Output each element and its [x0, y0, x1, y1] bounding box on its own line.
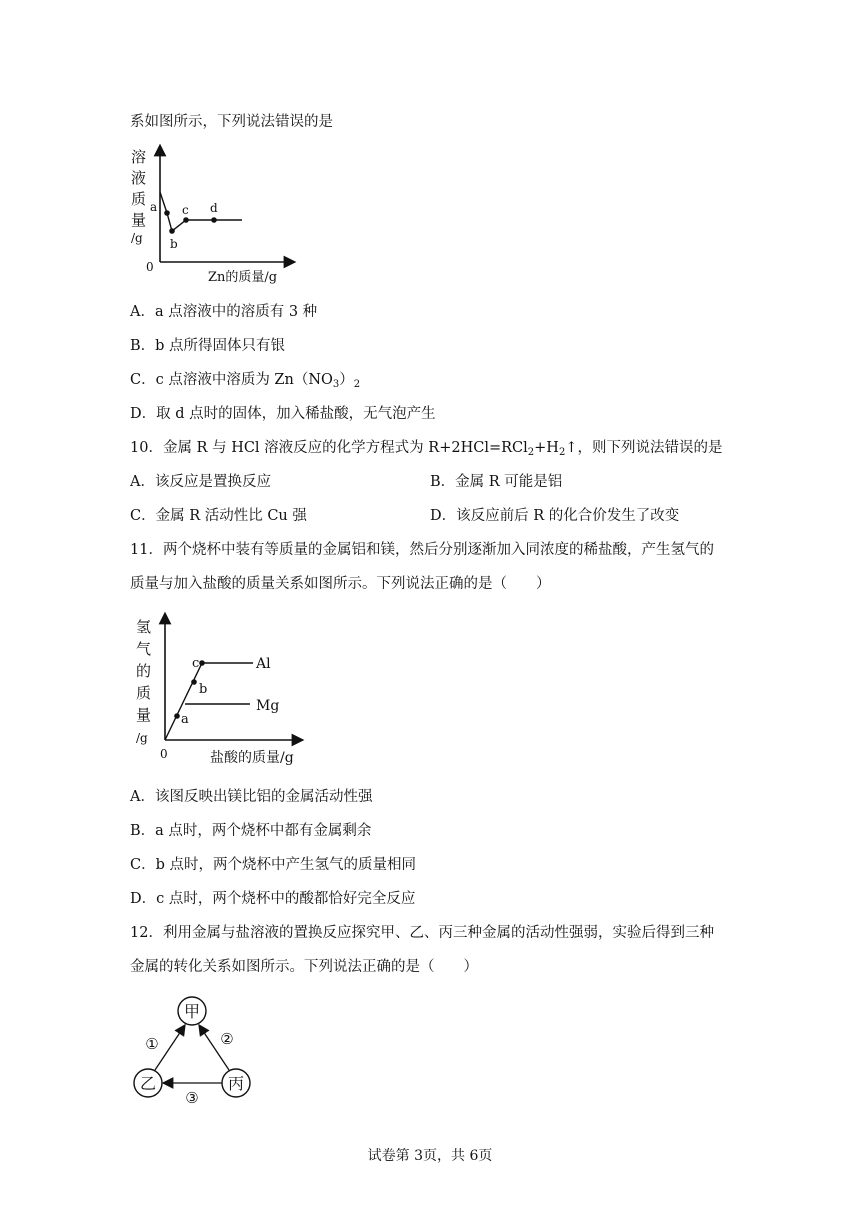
q9-option-b: B．b 点所得固体只有银 — [130, 338, 286, 354]
fig2-x-label: 盐酸的质量/g — [210, 750, 294, 766]
fig1-ylabel-char: 质 — [131, 190, 147, 208]
fig3-arrow1-label: ① — [145, 1035, 159, 1053]
q11-stem-line2: 质量与加入盐酸的质量关系如图所示。下列说法正确的是（ ） — [130, 576, 551, 592]
q10-option-c: C．金属 R 活动性比 Cu 强 — [130, 508, 307, 524]
q9-option-d: D．取 d 点时的固体，加入稀盐酸，无气泡产生 — [130, 406, 436, 422]
q12-stem-line2: 金属的转化关系如图所示。下列说法正确的是（ ） — [130, 959, 478, 975]
fig2-ylabel-char: 的 — [136, 662, 152, 680]
fig2-origin: 0 — [160, 747, 168, 761]
fig2-label-a: a — [181, 712, 189, 727]
fig1-ylabel-char: 量 — [131, 211, 147, 229]
fig3-arrow-1 — [155, 1025, 185, 1070]
fig3-arrow3-label: ③ — [185, 1089, 199, 1107]
fig2-ylabel-char: 气 — [136, 640, 152, 658]
fig2-series-mg-label: Mg — [256, 698, 280, 714]
q11-option-a: A．该图反映出镁比铝的金属活动性强 — [130, 789, 373, 805]
fig1-ylabel-unit: /g — [131, 231, 143, 245]
fig1-label-b: b — [170, 237, 178, 251]
fig1-ylabel-char: 溶 — [131, 148, 147, 166]
fig2-ylabel-char: 质 — [136, 684, 152, 702]
fig1-origin: 0 — [146, 260, 154, 274]
q11-option-b: B．a 点时，两个烧杯中都有金属剩余 — [130, 823, 372, 839]
q10-option-a: A．该反应是置换反应 — [130, 474, 271, 490]
fig3-node-right-label: 丙 — [227, 1074, 245, 1093]
fig1-x-label: Zn的质量/g — [208, 270, 278, 285]
question-stem-continuation: 系如图所示，下列说法错误的是 — [130, 114, 333, 130]
q10-option-d: D．该反应前后 R 的化合价发生了改变 — [430, 508, 680, 524]
q11-option-d: D．c 点时，两个烧杯中的酸都恰好完全反应 — [130, 891, 416, 907]
fig1-label-d: d — [210, 201, 218, 215]
fig3-arrow2-label: ② — [220, 1030, 234, 1048]
q10-stem-sub: 2 — [558, 447, 566, 458]
fig1-ylabel-char: 液 — [131, 169, 147, 187]
q10-stem-text: +H — [534, 440, 559, 456]
fig3-node-left-label: 乙 — [139, 1074, 157, 1093]
q10-stem-text: 10．金属 R 与 HCl 溶液反应的化学方程式为 R+2HCl=RCl — [130, 440, 528, 456]
q9-option-a: A．a 点溶液中的溶质有 3 种 — [130, 304, 318, 320]
q10-stem-text: ↑，则下列说法错误的是 — [565, 440, 723, 456]
fig2-label-b: b — [199, 682, 208, 697]
fig2-series-al-label: Al — [256, 656, 271, 672]
q9-c-text: ） — [339, 372, 354, 388]
q9-c-sub: 2 — [353, 379, 361, 390]
q9-c-sub: 3 — [332, 379, 340, 390]
fig2-ylabel-char: 氢 — [136, 618, 152, 636]
q11-stem-line1: 11．两个烧杯中装有等质量的金属铝和镁，然后分别逐渐加入同浓度的稀盐酸，产生氢气的 — [130, 542, 714, 558]
q10-option-b: B．金属 R 可能是铝 — [430, 474, 563, 490]
q9-c-text: C．c 点溶液中溶质为 Zn（NO — [130, 372, 333, 388]
fig1-label-a: a — [150, 200, 158, 214]
q11-option-c: C．b 点时，两个烧杯中产生氢气的质量相同 — [130, 857, 416, 873]
fig2-ylabel-char: 量 — [136, 706, 152, 724]
q12-stem-line1: 12．利用金属与盐溶液的置换反应探究甲、乙、丙三种金属的活动性强弱，实验后得到三种 — [130, 925, 714, 941]
fig2-ylabel-unit: /g — [136, 731, 148, 745]
fig1-label-c: c — [182, 203, 189, 217]
q10-stem-sub: 2 — [527, 447, 535, 458]
fig2-label-c: c — [192, 656, 200, 671]
page-footer: 试卷第 3页，共 6页 — [367, 1148, 493, 1164]
fig3-node-top-label: 甲 — [183, 1002, 201, 1021]
